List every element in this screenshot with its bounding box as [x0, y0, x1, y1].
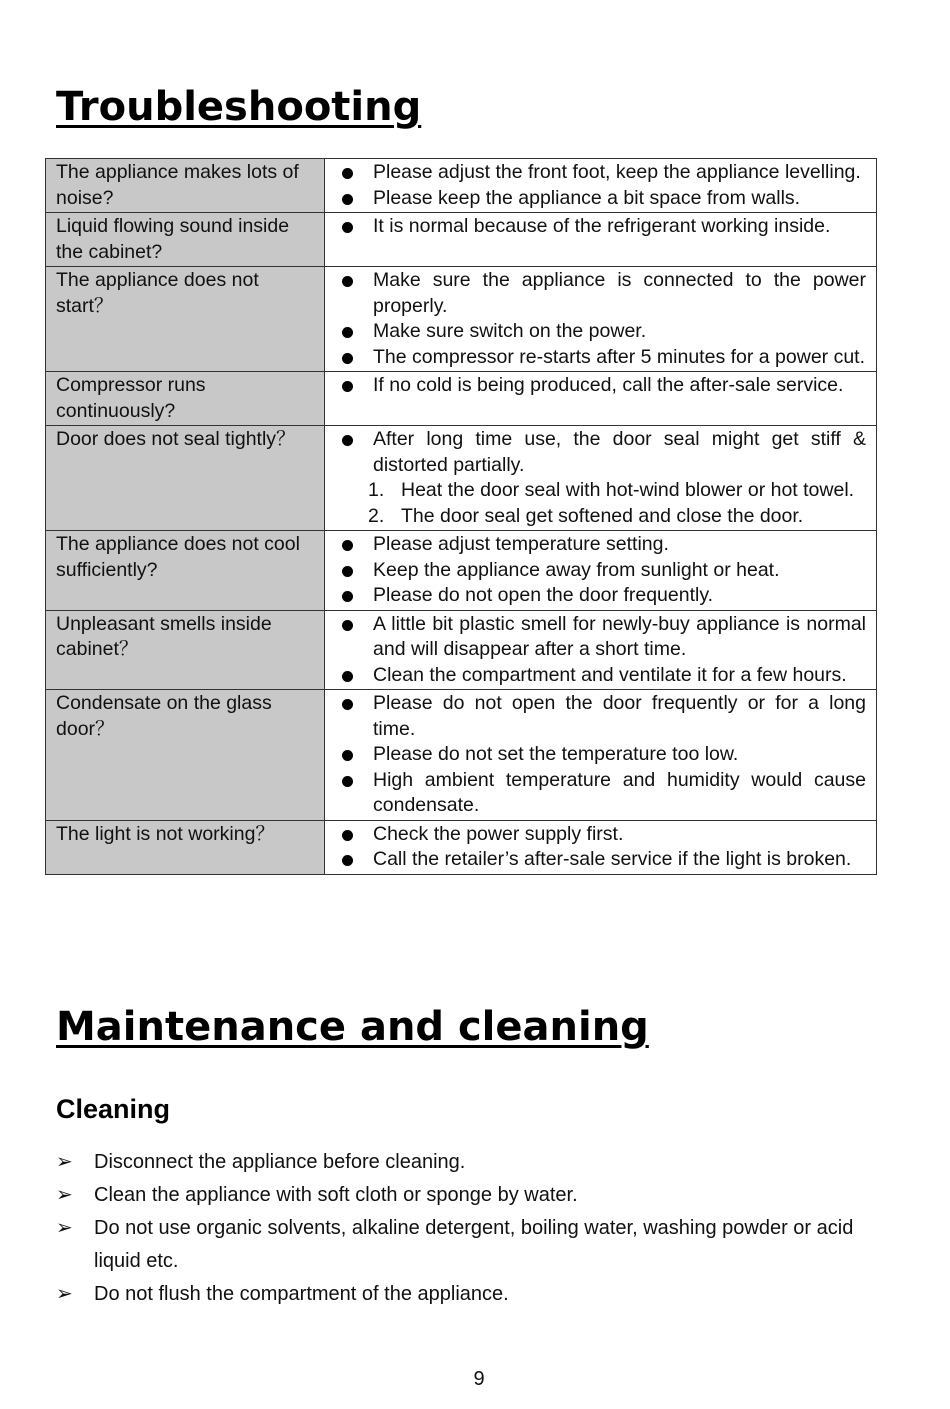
solution-cell [325, 267, 877, 372]
solution-cell [325, 426, 877, 531]
maintenance-title: Maintenance and cleaning [56, 1004, 649, 1050]
arrow-bullet-icon: ➢ [56, 1184, 73, 1206]
problem-cell: Compressor runs continuously? [46, 372, 325, 426]
problem-cell: The appliance does not start？ [46, 267, 325, 372]
bullet-item: Please keep the appliance a bit space from walls. [335, 186, 866, 212]
troubleshooting-table [45, 158, 877, 875]
problem-cell: Door does not seal tightly？ [46, 426, 325, 531]
table-row [46, 610, 877, 690]
table-row [46, 372, 877, 426]
table-row [46, 531, 877, 611]
solution-cell [325, 820, 877, 874]
list-item [56, 1179, 896, 1212]
problem-cell: Condensate on the glass door？ [46, 690, 325, 821]
page-number: 9 [473, 1368, 485, 1390]
numbered-step [335, 504, 866, 530]
table-row [46, 213, 877, 267]
bullet-item: Please adjust temperature setting. [335, 532, 866, 558]
table-row [46, 820, 877, 874]
list-item-text: Disconnect the appliance before cleaning. [94, 1151, 466, 1173]
solution-cell [325, 372, 877, 426]
solution-cell [325, 531, 877, 611]
table-row [46, 426, 877, 531]
list-item [56, 1212, 896, 1278]
list-item-text: Do not use organic solvents, alkaline detergent, boiling water, washing powder or acid liquid etc. [94, 1217, 854, 1272]
table-row [46, 267, 877, 372]
bullet-item: Make sure the appliance is connected to the power properly. [335, 268, 866, 319]
table-row [46, 159, 877, 213]
table-row [46, 690, 877, 821]
troubleshooting-title: Troubleshooting [56, 84, 422, 130]
list-item [56, 1146, 896, 1179]
solution-cell [325, 159, 877, 213]
cleaning-subtitle: Cleaning [56, 1094, 171, 1124]
problem-cell: Liquid flowing sound inside the cabinet? [46, 213, 325, 267]
list-item-text: Do not flush the compartment of the appliance. [94, 1283, 509, 1305]
bullet-item: If no cold is being produced, call the after-sale service. [335, 373, 866, 399]
arrow-bullet-icon: ➢ [56, 1283, 73, 1305]
problem-cell: The appliance does not cool sufficiently? [46, 531, 325, 611]
arrow-bullet-icon: ➢ [56, 1151, 73, 1173]
step-text: Heat the door seal with hot-wind blower or hot towel. [401, 479, 855, 501]
solution-cell [325, 213, 877, 267]
step-text: The door seal get softened and close the door. [401, 504, 804, 527]
numbered-step [335, 478, 866, 504]
bullet-item: It is normal because of the refrigerant working inside. [335, 214, 866, 240]
bullet-item: Please do not set the temperature too low. [335, 742, 866, 768]
problem-cell: The appliance makes lots of noise? [46, 159, 325, 213]
bullet-item: High ambient temperature and humidity would cause condensate. [335, 768, 866, 819]
bullet-item: Make sure switch on the power. [335, 319, 866, 345]
arrow-bullet-icon: ➢ [56, 1217, 73, 1239]
bullet-item: The compressor re-starts after 5 minutes for a power cut. [335, 345, 866, 371]
bullet-item: Keep the appliance away from sunlight or heat. [335, 558, 866, 584]
bullet-item: Check the power supply first. [335, 822, 866, 848]
bullet-item: A little bit plastic smell for newly-buy appliance is normal and will disappear after a short time. [335, 612, 866, 663]
bullet-item: After long time use, the door seal might get stiff & distorted partially. [335, 427, 866, 478]
bullet-item: Call the retailer’s after-sale service if the light is broken. [335, 847, 866, 873]
cleaning-list [56, 1146, 896, 1311]
solution-cell [325, 690, 877, 821]
list-item [56, 1278, 896, 1311]
bullet-item: Clean the compartment and ventilate it for a few hours. [335, 663, 866, 689]
step-number: 1. [368, 479, 385, 501]
problem-cell: Unpleasant smells inside cabinet？ [46, 610, 325, 690]
bullet-item: Please adjust the front foot, keep the appliance levelling. [335, 160, 866, 186]
problem-cell: The light is not working？ [46, 820, 325, 874]
list-item-text: Clean the appliance with soft cloth or sponge by water. [94, 1184, 578, 1206]
step-number: 2. [368, 504, 385, 527]
bullet-item: Please do not open the door frequently. [335, 583, 866, 609]
solution-cell [325, 610, 877, 690]
bullet-item: Please do not open the door frequently or for a long time. [335, 691, 866, 742]
